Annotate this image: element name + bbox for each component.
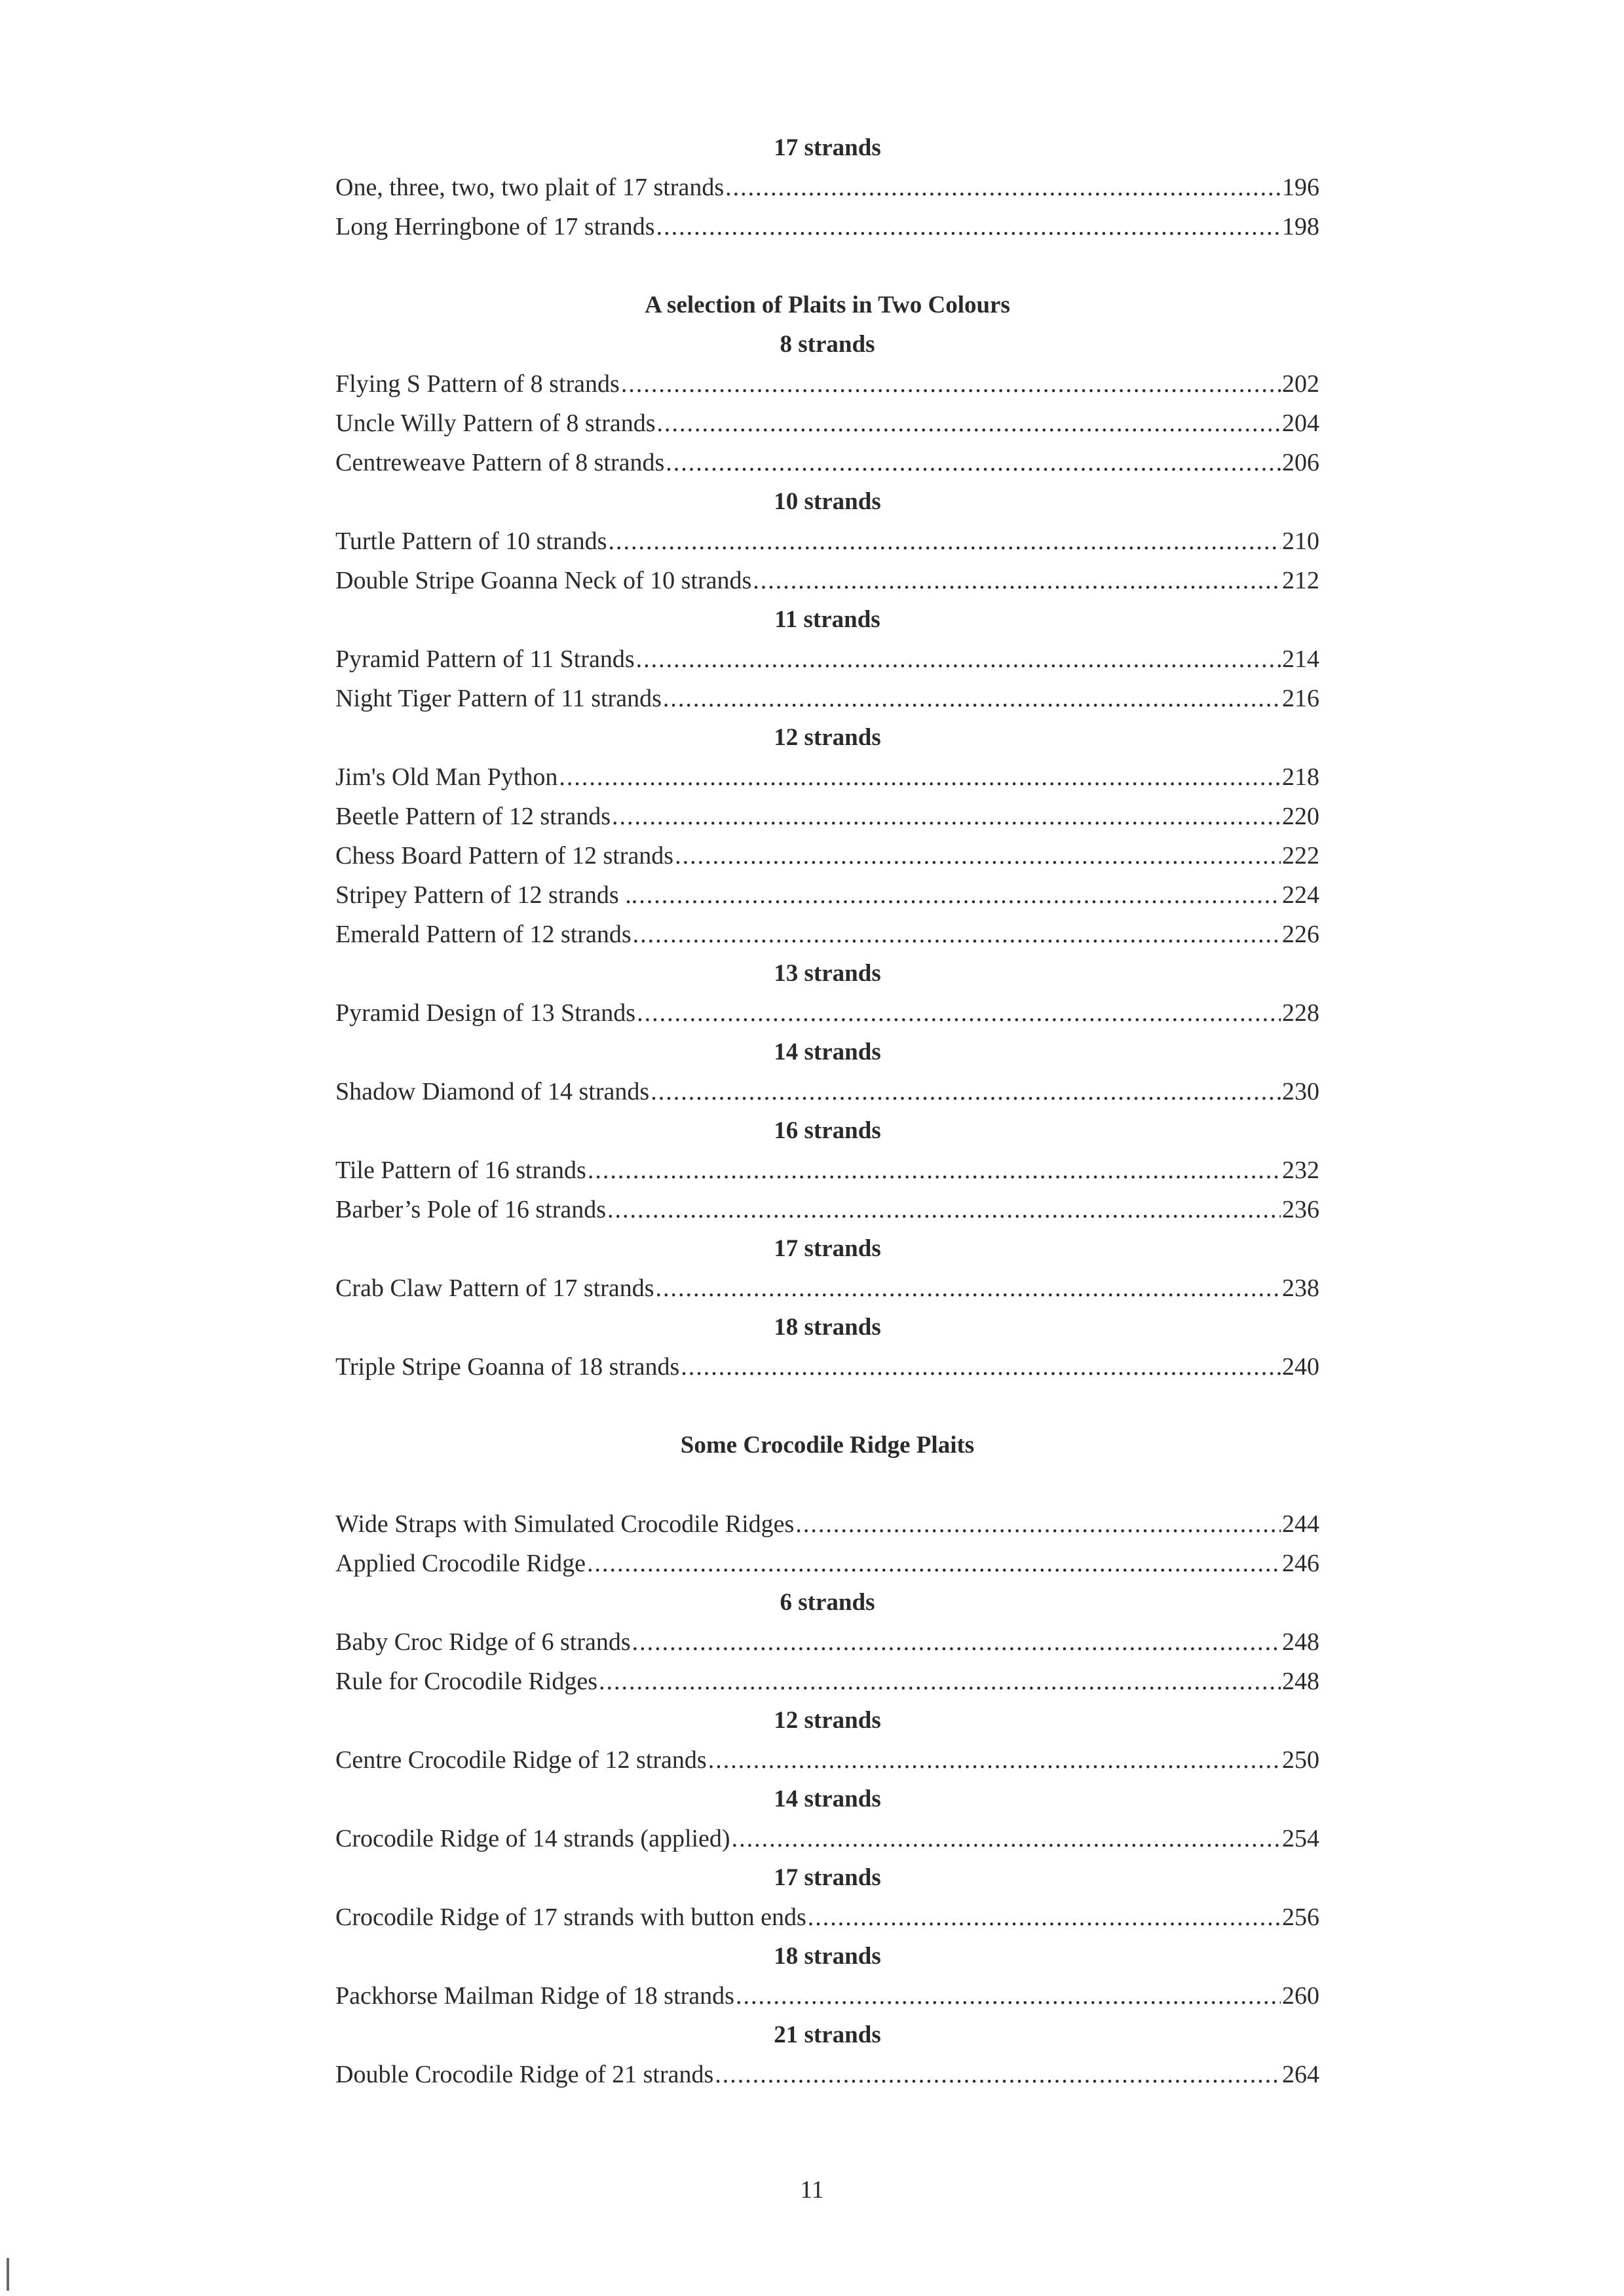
dot-leader — [656, 207, 1281, 246]
dot-leader — [607, 1190, 1281, 1229]
dot-leader — [753, 561, 1281, 600]
toc-entry-title: Wide Straps with Simulated Crocodile Ridges — [335, 1510, 795, 1538]
toc-entry — [335, 207, 1319, 246]
scan-edge-mark — [7, 2258, 9, 2291]
toc-entry-page: 260 — [1282, 1982, 1319, 2010]
toc-entry — [335, 522, 1319, 561]
toc-entry-page: 210 — [1282, 527, 1319, 555]
section-heading: 14 strands — [774, 1786, 881, 1812]
toc-entry-page: 224 — [1282, 881, 1319, 909]
toc-entry — [335, 1151, 1319, 1190]
section-heading: 18 strands — [774, 1943, 881, 1970]
section-heading: 17 strands — [774, 1864, 881, 1891]
toc-entry-title: Crocodile Ridge of 14 strands (applied) — [335, 1825, 730, 1852]
toc-entry — [335, 1898, 1319, 1937]
toc-entry-page: 202 — [1282, 370, 1319, 398]
toc-entry-title: Chess Board Pattern of 12 strands — [335, 842, 674, 870]
toc-entry-page: 254 — [1282, 1825, 1319, 1852]
section-heading: 18 strands — [774, 1314, 881, 1341]
section-heading: 8 strands — [780, 331, 875, 358]
dot-leader — [795, 1504, 1281, 1544]
section-heading: 14 strands — [774, 1039, 881, 1065]
toc-entry-title: Shadow Diamond of 14 strands — [335, 1078, 650, 1105]
toc-entry — [335, 561, 1319, 600]
dot-leader — [675, 836, 1281, 875]
toc-entry-title: Rule for Crocodile Ridges — [335, 1668, 597, 1695]
toc-entry-title: Jim's Old Man Python — [335, 763, 558, 791]
dot-leader — [559, 757, 1281, 797]
toc-entry-title: Beetle Pattern of 12 strands — [335, 803, 611, 830]
toc-entry — [335, 2055, 1319, 2094]
toc-entry-page: 264 — [1282, 2061, 1319, 2088]
toc-entry-title: Triple Stripe Goanna of 18 strands — [335, 1353, 680, 1381]
dot-leader — [708, 1740, 1281, 1780]
section-heading: 16 strands — [774, 1117, 881, 1144]
toc-entry — [335, 1976, 1319, 2016]
section-heading: A selection of Plaits in Two Colours — [645, 292, 1010, 318]
toc-entry-page: 226 — [1282, 921, 1319, 948]
dot-leader — [732, 1819, 1281, 1858]
toc-entry — [335, 915, 1319, 954]
dot-leader — [621, 364, 1281, 404]
dot-leader — [633, 915, 1281, 954]
dot-leader — [608, 522, 1281, 561]
dot-leader — [632, 1622, 1281, 1662]
dot-leader — [587, 1544, 1281, 1583]
dot-leader — [736, 1976, 1281, 2016]
section-heading: 6 strands — [780, 1589, 875, 1616]
toc-entry — [335, 1622, 1319, 1662]
toc-entry-title: Uncle Willy Pattern of 8 strands — [335, 410, 656, 437]
toc-entry — [335, 757, 1319, 797]
toc-entry-page: 212 — [1282, 567, 1319, 594]
section-heading: 11 strands — [774, 606, 880, 633]
toc-entry — [335, 404, 1319, 443]
toc-entry-page: 216 — [1282, 685, 1319, 712]
toc-entry — [335, 797, 1319, 836]
page-number: 11 — [800, 2176, 824, 2204]
dot-leader — [639, 875, 1281, 915]
toc-entry-page: 204 — [1282, 410, 1319, 437]
dot-leader — [612, 797, 1281, 836]
toc-entry — [335, 364, 1319, 404]
toc-entry-title: Emerald Pattern of 12 strands — [335, 921, 632, 948]
toc-entry-page: 256 — [1282, 1904, 1319, 1931]
toc-entry — [335, 1544, 1319, 1583]
dot-leader — [808, 1898, 1281, 1937]
toc-entry-page: 244 — [1282, 1510, 1319, 1538]
toc-entry-page: 206 — [1282, 449, 1319, 476]
section-heading: 13 strands — [774, 960, 881, 987]
toc-entry-page: 198 — [1282, 213, 1319, 240]
dot-leader — [666, 443, 1281, 482]
toc-entry-title: Applied Crocodile Ridge — [335, 1550, 586, 1577]
toc-entry — [335, 640, 1319, 679]
dot-leader — [599, 1662, 1281, 1701]
toc-entry-page: 222 — [1282, 842, 1319, 870]
section-heading: 17 strands — [774, 1235, 881, 1262]
table-of-contents — [335, 128, 1319, 2094]
toc-entry — [335, 1662, 1319, 1701]
toc-entry-title: Crocodile Ridge of 17 strands with button ends — [335, 1904, 806, 1931]
toc-entry-title: Double Crocodile Ridge of 21 strands — [335, 2061, 714, 2088]
toc-entry-page: 232 — [1282, 1157, 1319, 1184]
toc-entry-page: 248 — [1282, 1628, 1319, 1656]
toc-entry-title: Stripey Pattern of 12 strands .. — [335, 881, 638, 909]
toc-entry-page: 238 — [1282, 1274, 1319, 1302]
toc-entry-title: Crab Claw Pattern of 17 strands — [335, 1274, 654, 1302]
section-heading: 12 strands — [774, 724, 881, 751]
toc-entry — [335, 1819, 1319, 1858]
dot-leader — [715, 2055, 1281, 2094]
toc-entry-title: Centreweave Pattern of 8 strands — [335, 449, 665, 476]
toc-entry-title: One, three, two, two plait of 17 strands — [335, 174, 725, 201]
dot-leader — [681, 1347, 1281, 1387]
toc-entry-page: 246 — [1282, 1550, 1319, 1577]
section-heading: 17 strands — [774, 134, 881, 161]
dot-leader — [588, 1151, 1281, 1190]
toc-entry-title: Barber’s Pole of 16 strands — [335, 1196, 607, 1223]
toc-entry-page: 228 — [1282, 999, 1319, 1027]
toc-entry — [335, 993, 1319, 1033]
toc-entry-title: Flying S Pattern of 8 strands — [335, 370, 620, 398]
toc-entry-title: Tile Pattern of 16 strands — [335, 1157, 586, 1184]
toc-entry-title: Double Stripe Goanna Neck of 10 strands — [335, 567, 752, 594]
toc-entry-page: 218 — [1282, 763, 1319, 791]
toc-entry — [335, 1740, 1319, 1780]
dot-leader — [657, 404, 1281, 443]
toc-entry — [335, 1347, 1319, 1387]
toc-entry — [335, 875, 1319, 915]
toc-entry — [335, 1504, 1319, 1544]
toc-entry — [335, 836, 1319, 875]
toc-entry-page: 240 — [1282, 1353, 1319, 1381]
dot-leader — [637, 993, 1281, 1033]
toc-entry-title: Packhorse Mailman Ridge of 18 strands — [335, 1982, 734, 2010]
toc-entry-title: Turtle Pattern of 10 strands — [335, 527, 607, 555]
section-heading: 21 strands — [774, 2021, 881, 2048]
toc-entry — [335, 1269, 1319, 1308]
dot-leader — [725, 168, 1281, 207]
toc-entry-page: 248 — [1282, 1668, 1319, 1695]
toc-entry — [335, 1072, 1319, 1111]
dot-leader — [636, 640, 1281, 679]
dot-leader — [656, 1269, 1281, 1308]
toc-entry — [335, 443, 1319, 482]
toc-entry-title: Night Tiger Pattern of 11 strands — [335, 685, 662, 712]
section-heading: 10 strands — [774, 488, 881, 515]
toc-entry — [335, 679, 1319, 718]
toc-entry-title: Pyramid Design of 13 Strands — [335, 999, 636, 1027]
toc-entry-title: Long Herringbone of 17 strands — [335, 213, 655, 240]
toc-entry-title: Baby Croc Ridge of 6 strands — [335, 1628, 631, 1656]
toc-entry — [335, 1190, 1319, 1229]
toc-entry-page: 250 — [1282, 1746, 1319, 1774]
dot-leader — [663, 679, 1281, 718]
toc-entry — [335, 168, 1319, 207]
toc-entry-page: 236 — [1282, 1196, 1319, 1223]
toc-entry-title: Pyramid Pattern of 11 Strands — [335, 645, 635, 673]
toc-entry-page: 230 — [1282, 1078, 1319, 1105]
toc-entry-page: 196 — [1282, 174, 1319, 201]
toc-entry-page: 214 — [1282, 645, 1319, 673]
section-heading: 12 strands — [774, 1707, 881, 1734]
spacer — [335, 246, 1319, 286]
toc-entry-page: 220 — [1282, 803, 1319, 830]
toc-entry-title: Centre Crocodile Ridge of 12 strands — [335, 1746, 707, 1774]
dot-leader — [651, 1072, 1281, 1111]
section-heading: Some Crocodile Ridge Plaits — [680, 1432, 975, 1459]
spacer — [335, 1387, 1319, 1426]
spacer — [335, 1465, 1319, 1504]
